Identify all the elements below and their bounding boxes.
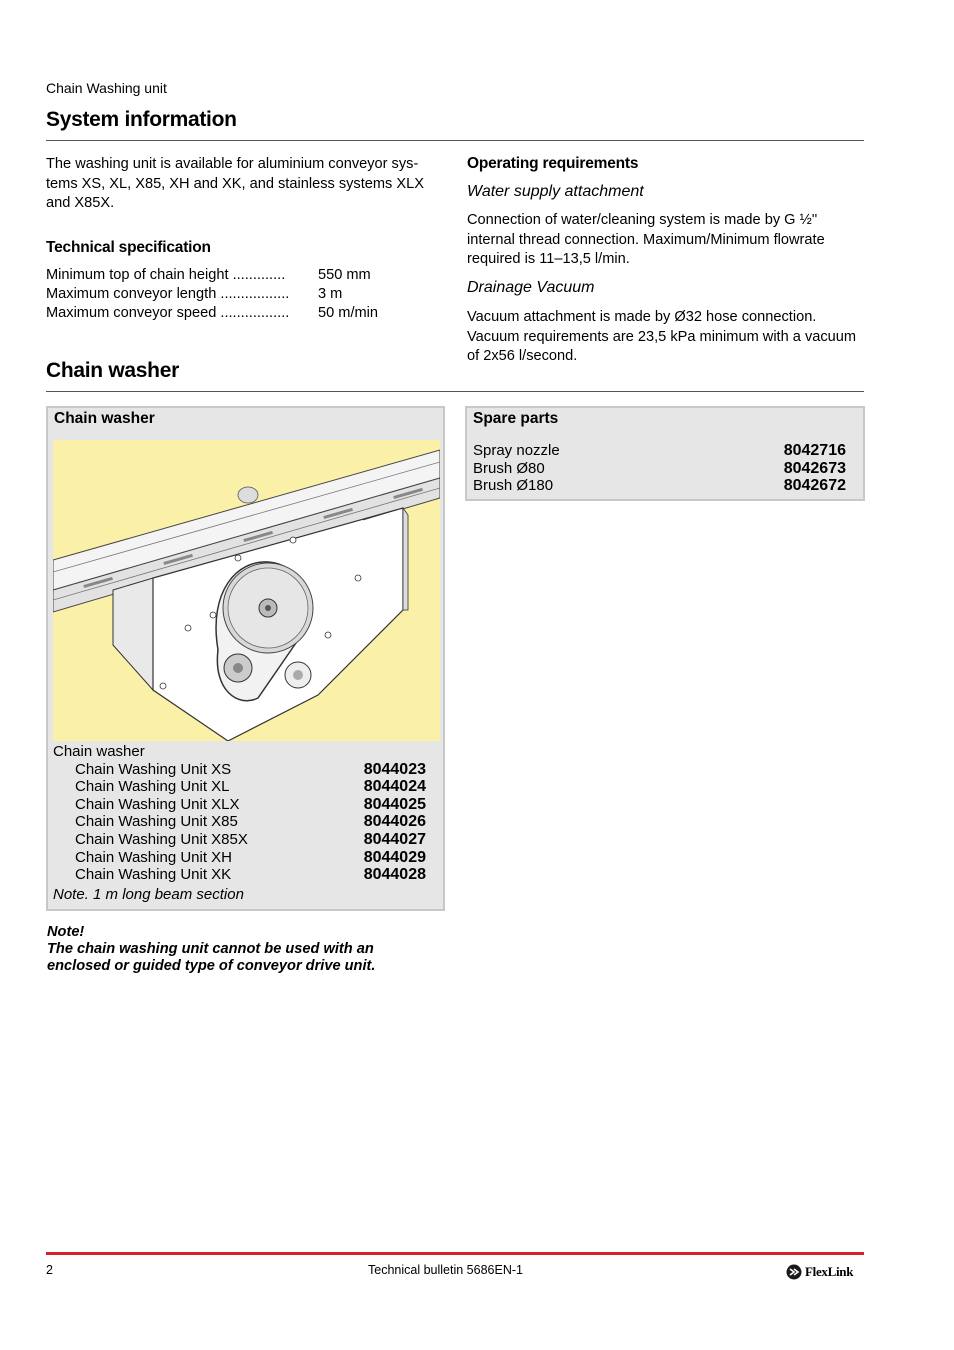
item-code: 8044026 — [363, 813, 426, 831]
item-code: 8044025 — [363, 795, 426, 813]
spec-label: Maximum conveyor speed ................. — [46, 305, 290, 321]
item-code: 8042716 — [783, 442, 846, 459]
item-name: Spray nozzle — [473, 442, 560, 459]
item-code: 8044023 — [363, 760, 426, 778]
chain-washer-footnote: Note. 1 m long beam section — [53, 885, 244, 903]
item-name: Chain Washing Unit XH — [75, 848, 233, 866]
list-item — [75, 761, 426, 779]
note-line: enclosed or guided type of conveyor drive unit. — [47, 958, 376, 974]
spec-row — [46, 285, 446, 304]
list-item — [75, 849, 426, 867]
item-code: 8044024 — [363, 778, 426, 796]
chain-washer-group-label: Chain washer — [53, 743, 145, 760]
item-name: Chain Washing Unit X85 — [75, 813, 238, 831]
tech-spec-title: Technical specification — [46, 239, 211, 256]
list-item — [75, 813, 426, 831]
chain-washer-drawing — [53, 440, 440, 741]
item-name: Chain Washing Unit XL — [75, 778, 230, 796]
item-code: 8042673 — [783, 459, 846, 477]
list-item — [75, 778, 426, 796]
item-code: 8042672 — [783, 477, 846, 495]
spare-parts-box — [465, 406, 865, 501]
item-name: Brush Ø180 — [473, 477, 554, 495]
spec-label: Maximum conveyor length ................. — [46, 286, 290, 302]
spec-value: 550 mm — [318, 267, 371, 283]
spare-parts-list — [473, 442, 846, 495]
water-supply-subtitle: Water supply attachment — [467, 183, 644, 200]
chain-washer-box — [46, 406, 445, 911]
list-item — [473, 460, 846, 478]
flexlink-logo — [786, 1264, 853, 1280]
note-label: Note! — [47, 924, 85, 940]
chain-washer-illustration — [53, 440, 440, 741]
note-block — [47, 924, 467, 975]
chain-washer-items — [53, 761, 426, 884]
spec-label: Minimum top of chain height ............. — [46, 267, 286, 283]
item-code: 8044029 — [363, 848, 426, 866]
spare-parts-title: Spare parts — [473, 410, 559, 427]
section-title-chain-washer: Chain washer — [46, 359, 179, 382]
spec-row — [46, 304, 446, 323]
note-line: The chain washing unit cannot be used with an — [47, 941, 374, 957]
section-divider — [46, 140, 864, 141]
page-number: 2 — [46, 1263, 53, 1277]
section-divider — [46, 391, 864, 392]
running-header: Chain Washing unit — [46, 80, 167, 96]
spec-row — [46, 266, 446, 285]
spec-value: 3 m — [318, 286, 343, 302]
item-name: Chain Washing Unit X85X — [75, 830, 248, 848]
flexlink-logo-text: FlexLink — [805, 1264, 854, 1279]
list-item — [75, 866, 426, 884]
item-name: Chain Washing Unit XS — [75, 760, 232, 778]
list-item — [75, 831, 426, 849]
tech-spec-table — [46, 266, 446, 323]
item-name: Chain Washing Unit XK — [75, 866, 232, 884]
flexlink-logo-icon — [786, 1264, 802, 1280]
chain-washer-box-title: Chain washer — [54, 410, 155, 427]
water-supply-text: Connection of water/cleaning system is made by G ½'' internal thread connection. Maximum/Minimum flowrate required is 11–13,5 l/min. — [467, 212, 825, 267]
drainage-vacuum-text: Vacuum attachment is made by Ø32 hose connection. Vacuum requirements are 23,5 kPa minimum with a vacuum of 2x56 l/second. — [467, 309, 857, 364]
chain-washer-list — [53, 743, 426, 905]
item-code: 8044028 — [363, 866, 426, 884]
intro-paragraph: The washing unit is available for aluminium conveyor sys-tems XS, XL, X85, XH and XK, and stainless systems XLX and X85X. — [46, 156, 424, 211]
spec-value: 50 m/min — [318, 305, 379, 321]
item-name: Brush Ø80 — [473, 459, 545, 477]
section-title-system-information: System information — [46, 108, 237, 131]
list-item — [473, 477, 846, 495]
operating-requirements-title: Operating requirements — [467, 155, 639, 172]
item-name: Chain Washing Unit XLX — [75, 795, 240, 813]
bulletin-reference: Technical bulletin 5686EN-1 — [368, 1263, 523, 1277]
drainage-vacuum-subtitle: Drainage Vacuum — [467, 279, 595, 296]
list-item — [75, 796, 426, 814]
item-code: 8044027 — [363, 830, 426, 848]
list-item — [473, 442, 846, 460]
footer-accent-bar — [46, 1252, 864, 1255]
